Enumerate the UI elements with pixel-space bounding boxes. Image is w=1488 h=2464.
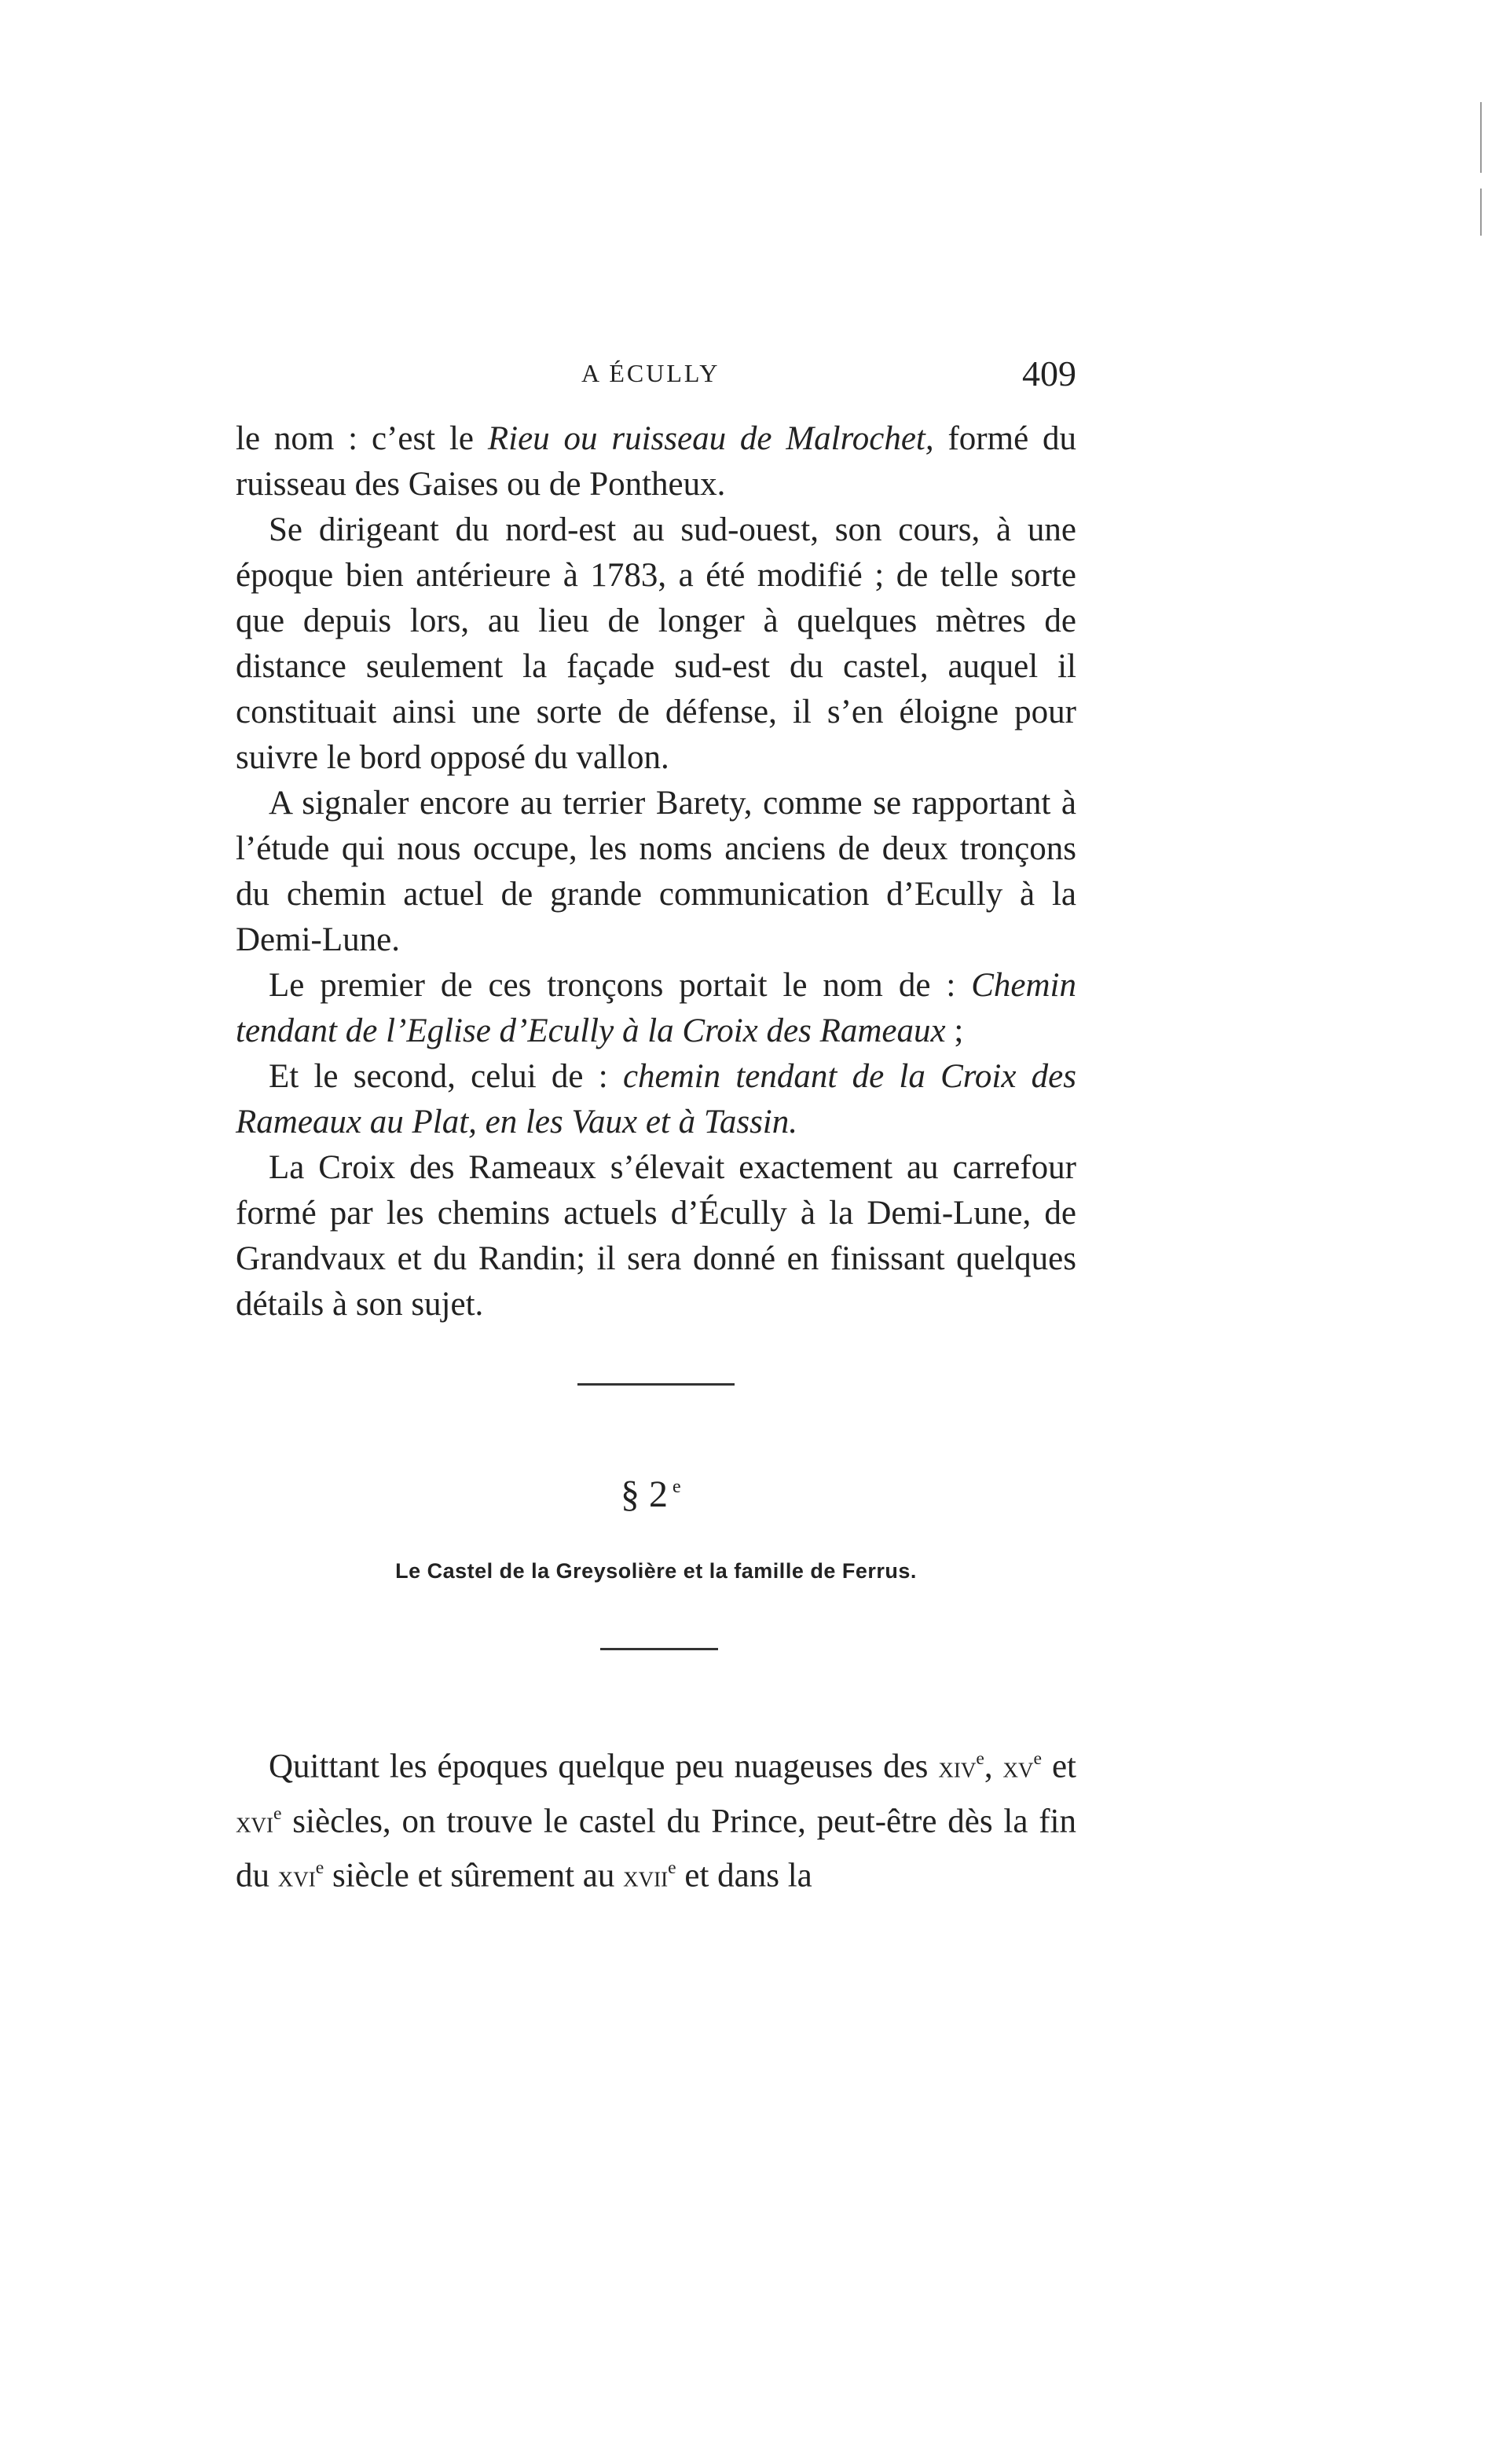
section-number: 2 xyxy=(649,1474,668,1515)
running-head xyxy=(236,353,1076,405)
paragraph-6: La Croix des Rameaux s’élevait exactement au carrefour formé par les chemins actuels d’Écully à la Demi-Lune, de Grandvaux et du Randin; il sera donné en finissant quelques détails à son sujet. xyxy=(236,1149,1076,1323)
section-body-text xyxy=(236,1736,1076,1900)
scan-edge-mark xyxy=(1480,102,1482,173)
p4-italic: Chemin tendant de l’Eglise d’Ecully à la Croix des Rameaux xyxy=(236,967,1076,1049)
st-8: xvi xyxy=(236,1806,273,1840)
st-16: et dans la xyxy=(676,1857,812,1895)
page-number: 409 xyxy=(1022,353,1076,394)
st-14: xvii xyxy=(623,1860,669,1894)
section-divider-top xyxy=(577,1383,735,1386)
scan-edge-mark xyxy=(1480,189,1482,236)
st-10: siècles, on trouve le castel du Prince, peut-être dès la fin du xyxy=(236,1803,1076,1895)
paragraph-5 xyxy=(236,1054,1076,1145)
p1-text-c: formé du ruisseau des Gaises ou de Pontheux. xyxy=(236,420,1077,503)
section-paragraph-1 xyxy=(236,1736,1076,1900)
p1-italic: Rieu ou ruisseau de Malrochet, xyxy=(487,420,934,457)
p5-text-a: Et le second, celui de : xyxy=(269,1058,623,1095)
st-1: Quittant les époques quelque peu nuageuses des xyxy=(269,1748,939,1785)
paragraph-4 xyxy=(236,963,1076,1054)
st-4: , xyxy=(984,1748,1003,1785)
paragraph-2: Se dirigeant du nord-est au sud-ouest, son cours, à une époque bien antérieure à 1783, a été modifié ; de telle sorte que depuis lors, au lieu de longer à quelques mètres de distance seulement la façade sud-est du castel, auquel il constituait ainsi une sorte de défense, il s’en éloigne pour suivre le bord opposé du vallon. xyxy=(236,511,1076,776)
section-heading xyxy=(621,1473,681,1516)
p5-italic: chemin tendant de la Croix des Rameaux au Plat, en les Vaux et à Tassin. xyxy=(236,1058,1076,1140)
section-number-suffix: e xyxy=(673,1477,681,1497)
p1-text-a: le nom : c’est le xyxy=(236,420,488,457)
section-symbol: § xyxy=(621,1474,640,1515)
body-text xyxy=(236,416,1076,1327)
st-12: e xyxy=(315,1858,324,1879)
st-13: siècle et sûrement au xyxy=(324,1857,624,1895)
st-15: e xyxy=(668,1858,676,1879)
paragraph-1 xyxy=(236,416,1076,507)
p4-text-a: Le premier de ces tronçons portait le nom de : xyxy=(269,967,972,1004)
section-divider-bottom xyxy=(600,1648,718,1650)
st-2: xiv xyxy=(938,1751,977,1785)
st-11: xvi xyxy=(277,1860,316,1894)
st-7: et xyxy=(1042,1748,1077,1785)
section-title: Le Castel de la Greysolière et la famille de Ferrus. xyxy=(395,1559,917,1583)
paragraph-3: A signaler encore au terrier Barety, comme se rapportant à l’étude qui nous occupe, les noms anciens de deux tronçons du chemin actuel de grande communication d’Ecully à la Demi-Lune. xyxy=(236,785,1076,958)
st-9: e xyxy=(273,1803,282,1824)
running-title: A ÉCULLY xyxy=(581,359,720,387)
st-3: e xyxy=(976,1748,984,1769)
st-6: e xyxy=(1033,1748,1043,1769)
p4-text-c: ; xyxy=(945,1012,964,1049)
st-5: xv xyxy=(1002,1751,1034,1785)
